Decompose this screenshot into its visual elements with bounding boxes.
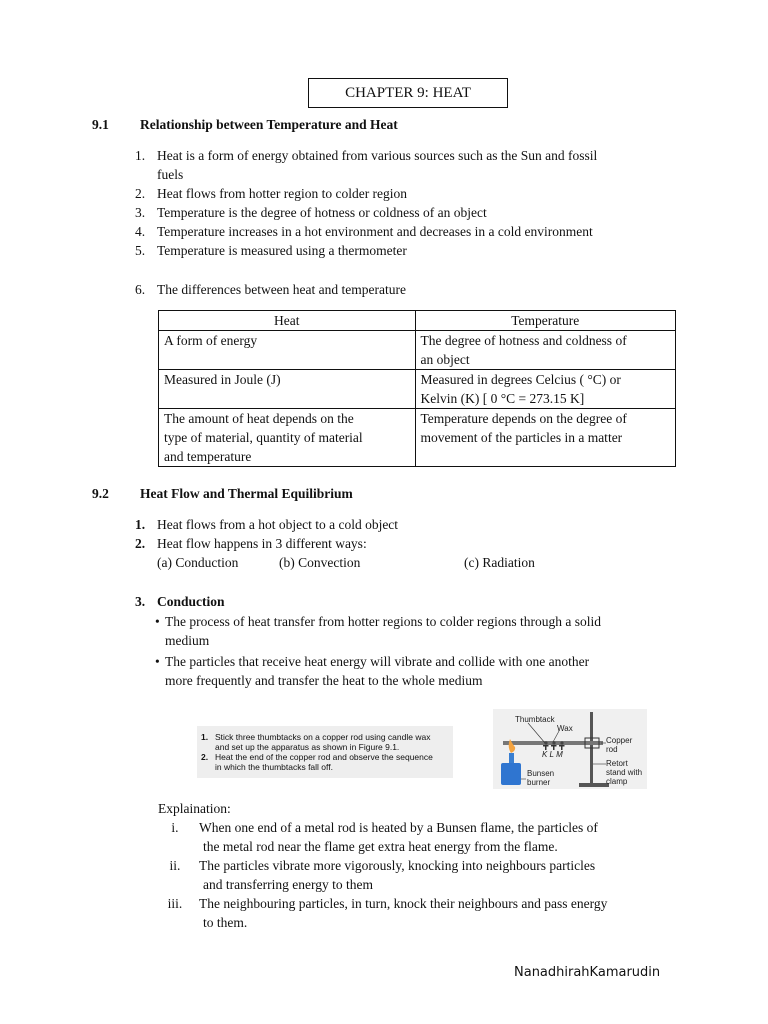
explanation-item: iii. The neighbouring particles, in turn, knock their neighbours and pass energy [167, 896, 608, 911]
list-item: 1. Heat flows from a hot object to a cold object [135, 517, 399, 532]
label-stand-with: stand with [606, 768, 643, 777]
label-retort: Retort [606, 759, 628, 768]
section-1-list [135, 146, 695, 260]
explanation-continuation: the metal rod near the flame get extra heat energy from the flame. [203, 839, 558, 854]
instruction-step: 2. Heat the end of the copper rod and observe the sequence [201, 752, 433, 762]
section-2-number: 9.2 [92, 486, 109, 501]
list-item: 2. Heat flows from hotter region to colder region [135, 186, 408, 201]
table-cell: The degree of hotness and coldness of an object [415, 331, 676, 370]
explanation-continuation: and transferring energy to them [203, 877, 373, 892]
bullet-item: • The process of heat transfer from hotter regions to colder regions through a solid [155, 614, 601, 629]
list-item: 1. Heat is a form of energy obtained from various sources such as the Sun and fossil [135, 148, 598, 163]
explanation-continuation: to them. [203, 915, 248, 930]
instruction-step: 1. Stick three thumbtacks on a copper rod using candle wax [201, 732, 431, 742]
table-cell: Temperature depends on the degree of movement of the particles in a matter [415, 409, 676, 467]
heat-vs-temperature-table [158, 310, 676, 467]
bullet-continuation: medium [165, 633, 210, 648]
footer-author: NanadhirahKamarudin [514, 965, 661, 980]
section-1-number: 9.1 [92, 117, 109, 132]
list-item: 5. Temperature is measured using a thermometer [135, 243, 407, 258]
list-item: 3. Temperature is the degree of hotness or coldness of an object [135, 205, 487, 220]
bunsen-burner-tube [509, 753, 514, 763]
retort-stand-base [579, 783, 609, 787]
table-cell: A form of energy [159, 331, 416, 370]
label-klm: K L M [542, 750, 563, 759]
bullet-icon: • [155, 614, 160, 629]
way-radiation: (c) Radiation [464, 555, 535, 570]
table-cell: Measured in Joule (J) [159, 370, 416, 409]
list-item: 6. The differences between heat and temperature [135, 282, 406, 297]
explanation-title: Explaination: [158, 801, 231, 816]
explanation-item: i. When one end of a metal rod is heated by a Bunsen flame, the particles of [171, 820, 598, 835]
instruction-continuation: and set up the apparatus as shown in Figure 9.1. [215, 742, 400, 752]
label-rod: rod [606, 745, 618, 754]
label-thumbtack: Thumbtack [515, 715, 555, 724]
label-clamp: clamp [606, 777, 628, 786]
explanation-item: ii. The particles vibrate more vigorously, knocking into neighbours particles [169, 858, 596, 873]
header-temperature: Temperature [415, 311, 676, 331]
bullet-continuation: more frequently and transfer the heat to the whole medium [165, 673, 483, 688]
table-header-row [159, 311, 676, 331]
list-item: 2. Heat flow happens in 3 different ways: [135, 536, 367, 551]
label-bunsen: Bunsen [527, 769, 555, 778]
section-2-title: Heat Flow and Thermal Equilibrium [140, 486, 353, 501]
conduction-apparatus-figure [493, 709, 647, 789]
list-item: 4. Temperature increases in a hot environment and decreases in a cold environment [135, 224, 593, 239]
table-row [159, 409, 676, 467]
table-cell: The amount of heat depends on the type of material, quantity of material and temperature [159, 409, 416, 467]
table-row [159, 370, 676, 409]
explanation-list [151, 818, 696, 932]
apparatus-diagram [493, 709, 647, 789]
table-row [159, 331, 676, 370]
header-heat: Heat [159, 311, 416, 331]
bunsen-burner [501, 763, 521, 785]
table-cell: Measured in degrees Celcius ( °C) or Kelvin (K) [ 0 °C = 273.15 K] [415, 370, 676, 409]
label-wax: Wax [557, 724, 573, 733]
conduction-heading: 3. Conduction [135, 594, 225, 609]
section-1-title: Relationship between Temperature and Heat [140, 117, 398, 132]
list-item-continuation: fuels [157, 167, 184, 182]
label-copper: Copper [606, 736, 633, 745]
way-conduction: (a) Conduction [157, 555, 239, 570]
chapter-title: CHAPTER 9: HEAT [308, 78, 508, 108]
instruction-continuation: in which the thumbtacks fall off. [215, 762, 333, 772]
conduction-bullets [155, 612, 695, 690]
bullet-item: • The particles that receive heat energy will vibrate and collide with one another [155, 654, 590, 669]
way-convection: (b) Convection [279, 555, 361, 570]
bullet-icon: • [155, 654, 160, 669]
experiment-instructions [197, 726, 453, 778]
label-burner: burner [527, 778, 551, 787]
